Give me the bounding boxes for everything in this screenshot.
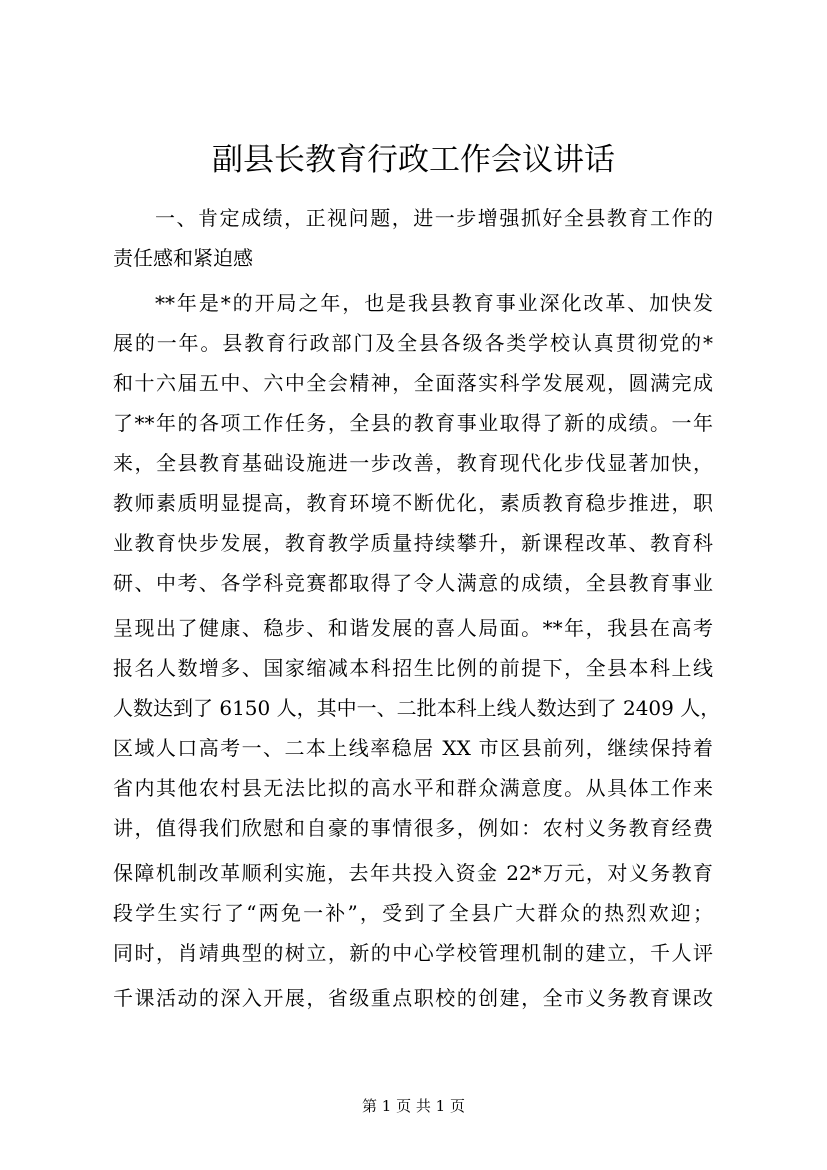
- paragraph-line: 段学生实行了“两免一补”，受到了全县广大群众的热烈欢迎；: [113, 901, 713, 925]
- paragraph-line: 了**年的各项工作任务，全县的教育事业取得了新的成绩。一年: [113, 411, 713, 435]
- paragraph-line: 研、中考、各学科竞赛都取得了令人满意的成绩，全县教育事业: [113, 571, 713, 595]
- paragraph-line: 一、肯定成绩，正视问题，进一步增强抓好全县教育工作的: [155, 206, 713, 230]
- paragraph-line: 展的一年。县教育行政部门及全县各级各类学校认真贯彻党的*: [113, 331, 713, 355]
- paragraph-line: 和十六届五中、六中全会精神，全面落实科学发展观，圆满完成: [113, 371, 713, 395]
- paragraph-line: 责任感和紧迫感: [113, 246, 253, 270]
- paragraph-line: 教师素质明显提高，教育环境不断优化，素质教育稳步推进，职: [113, 491, 713, 515]
- page-footer: 第 1 页 共 1 页: [362, 1097, 465, 1115]
- paragraph-line: 来，全县教育基础设施进一步改善，教育现代化步伐显著加快，: [113, 451, 713, 475]
- paragraph-line: 人数达到了 6150 人，其中一、二批本科上线人数达到了 2409 人，: [113, 696, 721, 720]
- paragraph-line: 区域人口高考一、二本上线率稳居 XX 市区县前列，继续保持着: [113, 736, 713, 760]
- paragraph-line: 同时，肖靖典型的树立，新的中心学校管理机制的建立，千人评: [113, 941, 713, 965]
- paragraph-line: 保障机制改革顺利实施，去年共投入资金 22*万元，对义务教育: [113, 861, 713, 885]
- paragraph-line: 业教育快步发展，教育教学质量持续攀升，新课程改革、教育科: [113, 531, 713, 555]
- paragraph-line: **年是*的开局之年，也是我县教育事业深化改革、加快发: [155, 291, 713, 315]
- document-title: 副县长教育行政工作会议讲话: [212, 142, 615, 178]
- paragraph-line: 讲，值得我们欣慰和自豪的事情很多，例如：农村义务教育经费: [113, 816, 713, 840]
- paragraph-line: 省内其他农村县无法比拟的高水平和群众满意度。从具体工作来: [113, 776, 713, 800]
- paragraph-line: 呈现出了健康、稳步、和谐发展的喜人局面。**年，我县在高考: [113, 616, 713, 640]
- paragraph-line: 报名人数增多、国家缩减本科招生比例的前提下，全县本科上线: [113, 656, 713, 680]
- paragraph-line: 千课活动的深入开展，省级重点职校的创建，全市义务教育课改: [113, 986, 713, 1010]
